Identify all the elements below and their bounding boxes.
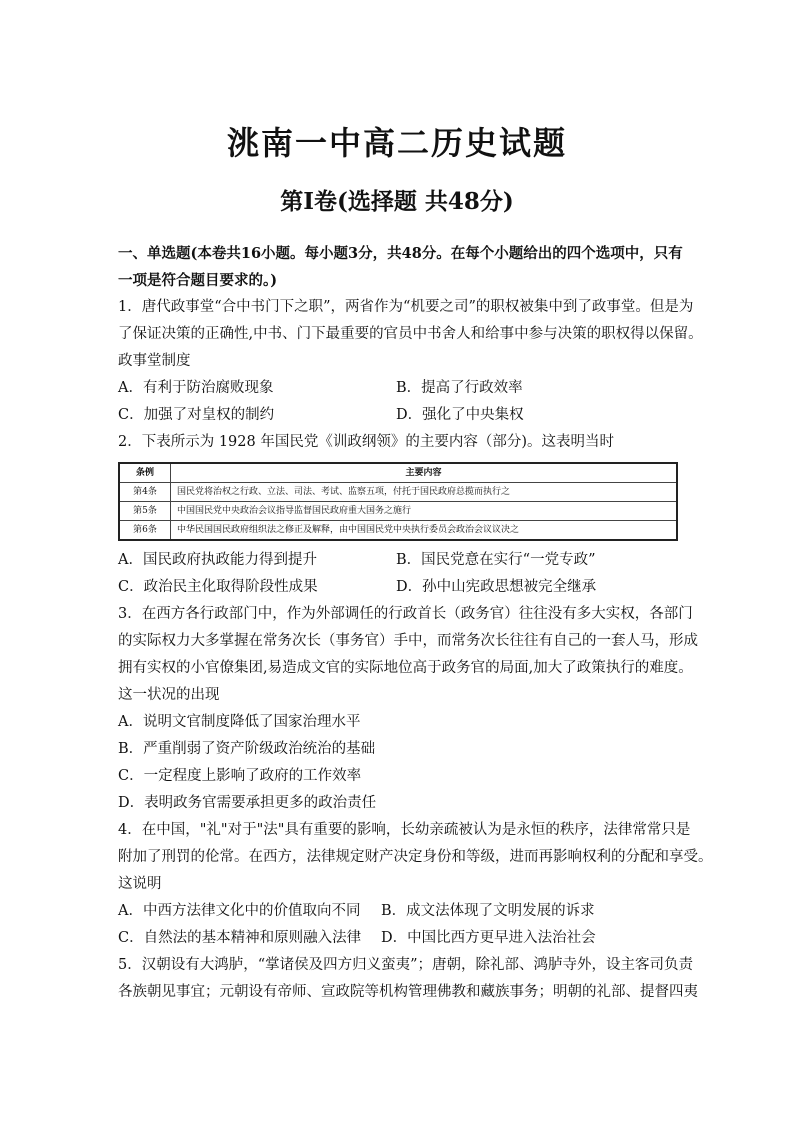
question-stem-line: 的实际权力大多掌握在常务次长（事务官）手中，而常务次长往往有自己的一套人马，形成 [118, 633, 698, 649]
question-stem-line: 5．汉朝设有大鸿胪，“掌诸侯及四方归义蛮夷”；唐朝，除礼部、鸿胪寺外，设主客司负责 [118, 957, 694, 973]
page-title: 洮南一中高二历史试题 [226, 124, 567, 162]
table-row [119, 502, 677, 521]
exam-content [118, 240, 713, 1006]
question-stem-line: 1．唐代政事堂“合中书门下之职”，两省作为“机要之司”的职权被集中到了政事堂。但是为 [118, 299, 694, 315]
table-cell-content: 中华民国国民政府组织法之修正及解释，由中国国民党中央执行委员会政治会议议决之 [171, 521, 678, 541]
table-row [119, 483, 677, 502]
section-header-line: 一项是符合题目要求的。) [118, 272, 278, 289]
section-header-line: 一、单选题(本卷共16小题。每小题3分，共48分。在每个小题给出的四个选项中，只有 [118, 245, 683, 262]
table-header-article: 条例 [119, 463, 171, 483]
option-a: A．中西方法律文化中的价值取向不同 [118, 903, 361, 919]
option-c: C．政治民主化取得阶段性成果 [118, 579, 318, 595]
options-row [118, 574, 678, 601]
table-cell-content: 中国国民党中央政治会议指导监督国民政府重大国务之施行 [171, 502, 678, 521]
question-stem-line: 2．下表所示为 1928 年国民党《训政纲领》的主要内容（部分)。这表明当时 [118, 434, 614, 450]
option-a: A．说明文官制度降低了国家治理水平 [118, 714, 361, 730]
option-c: C．一定程度上影响了政府的工作效率 [118, 768, 362, 784]
option-b: B．国民党意在实行“一党专政” [396, 552, 596, 568]
question-stem-line: 3．在西方各行政部门中，作为外部调任的行政首长（政务官）往往没有多大实权，各部门 [118, 606, 693, 622]
option-d: D．中国比西方更早进入法治社会 [381, 930, 596, 946]
question-2 [118, 429, 678, 601]
question-stem-line: 各族朝见事宜；元朝设有帝师、宣政院等机构管理佛教和藏族事务；明朝的礼部、提督四夷 [118, 984, 698, 1000]
table-cell-article: 第6条 [119, 521, 171, 541]
options-row [118, 402, 678, 429]
table-row [119, 521, 677, 541]
option-d: D．表明政务官需要承担更多的政治责任 [118, 795, 377, 811]
option-d: D．孙中山宪政思想被完全继承 [396, 579, 597, 595]
option-c: C．加强了对皇权的制约 [118, 407, 275, 423]
table-cell-article: 第5条 [119, 502, 171, 521]
question-stem-line: 这一状况的出现 [118, 687, 220, 703]
option-c: C．自然法的基本精神和原则融入法律 [118, 930, 362, 946]
training-program-table [118, 462, 678, 541]
question-4 [118, 817, 713, 952]
question-stem-line: 附加了刑罚的伦常。在西方，法律规定财产决定身份和等级，进而再影响权利的分配和享受。 [118, 849, 713, 865]
question-stem-line: 政事堂制度 [118, 353, 191, 369]
question-3 [118, 601, 698, 817]
question-stem-line: 这说明 [118, 876, 162, 892]
option-a: A．有利于防治腐败现象 [118, 380, 274, 396]
question-1 [118, 294, 703, 429]
question-stem-line: 4．在中国，"礼"对于"法"具有重要的影响，长幼亲疏被认为是永恒的秩序，法律常常只是 [118, 822, 691, 838]
options-row [118, 898, 678, 925]
option-a: A．国民政府执政能力得到提升 [118, 552, 317, 568]
table-cell-content: 国民党将治权之行政、立法、司法、考试、监察五项，付托于国民政府总揽而执行之 [171, 483, 678, 502]
section-subtitle: 第Ⅰ卷(选择题 共48分) [280, 188, 514, 215]
option-b: B．成文法体现了文明发展的诉求 [381, 903, 595, 919]
question-stem-line: 拥有实权的小官僚集团,易造成文官的实际地位高于政务官的局面,加大了政策执行的难度。 [118, 660, 693, 676]
options-row [118, 547, 678, 574]
options-row [118, 925, 678, 952]
table-cell-article: 第4条 [119, 483, 171, 502]
question-5 [118, 952, 698, 1006]
option-b: B．提高了行政效率 [396, 380, 523, 396]
options-row [118, 375, 678, 402]
table-header-content: 主要内容 [171, 463, 678, 483]
option-b: B．严重削弱了资产阶级政治统治的基础 [118, 741, 376, 757]
question-stem-line: 了保证决策的正确性,中书、门下最重要的官员中书舍人和给事中参与决策的职权得以保留。 [118, 326, 703, 342]
option-d: D．强化了中央集权 [396, 407, 524, 423]
